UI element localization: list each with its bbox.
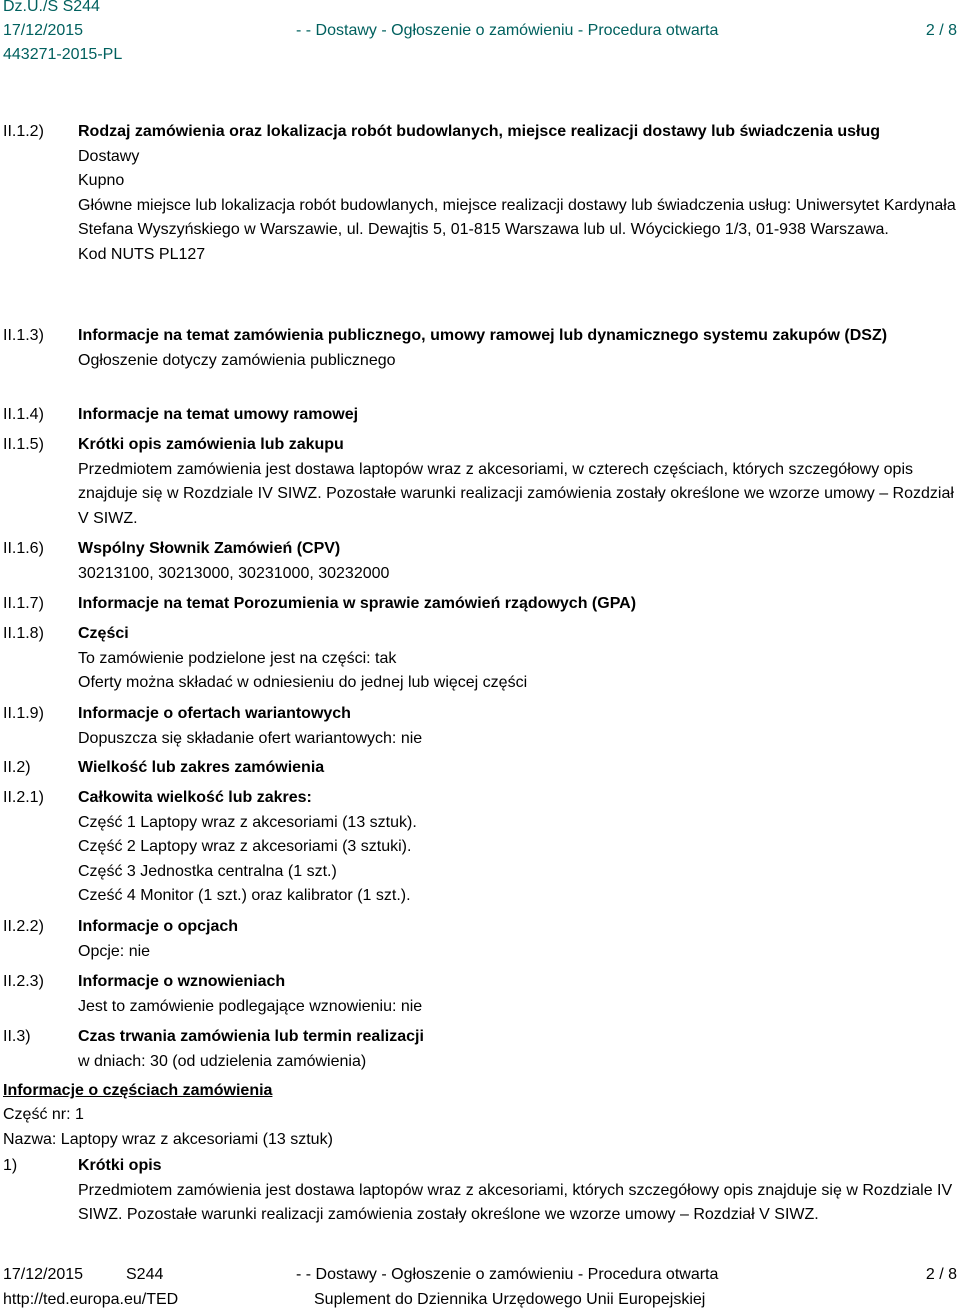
journal-id: Dz.U./S S244: [3, 0, 100, 15]
part-item-heading: Krótki opis: [78, 1157, 162, 1174]
section-line: Główne miejsce lub lokalizacja robót budowlanych, miejsce realizacji dostawy lub świadczenia usług: Uniwersytet Kardynała Stefana Wyszyńskiego w Warszawie, ul. Dewajtis 5, 01-815 Warszawa lub ul. Wóycickiego 1/3, 01-938 Warszawa.: [78, 196, 956, 239]
section-heading: Informacje o ofertach wariantowych: [78, 705, 351, 722]
section-line: Część 2 Laptopy wraz z akcesoriami (3 sztuki).: [78, 838, 412, 856]
header-ref: 443271-2015-PL: [3, 46, 123, 63]
section-duration: [78, 1025, 956, 1074]
section-heading: Informacje o opcjach: [78, 918, 239, 935]
section-line: 30213100, 30213000, 30231000, 30232000: [78, 564, 390, 582]
section-label: II.2): [3, 759, 31, 776]
section-short-description: [78, 433, 956, 531]
section-label: II.2.2): [3, 918, 44, 935]
footer-series: S244: [126, 1266, 164, 1283]
section-line: To zamówienie podzielone jest na części: tak: [78, 649, 397, 667]
section-label: II.2.3): [3, 973, 44, 990]
section-line: Jest to zamówienie podlegające wznowieniu: nie: [78, 997, 423, 1015]
section-line: w dniach: 30 (od udzielenia zamówienia): [78, 1052, 367, 1070]
section-line: Kupno: [78, 172, 125, 190]
footer-url[interactable]: http://ted.europa.eu/TED: [3, 1291, 179, 1308]
section-cpv: [78, 537, 956, 586]
section-label: II.2.1): [3, 789, 44, 806]
section-label: II.1.8): [3, 625, 44, 642]
section-type-location: [78, 120, 956, 268]
section-heading: Informacje o wznowieniach: [78, 973, 286, 990]
section-heading: Rodzaj zamówienia oraz lokalizacja robót budowlanych, miejsce realizacji dostawy lub świadczenia usług: [78, 123, 880, 140]
footer-page: 2 / 8: [925, 1266, 957, 1283]
section-gpa: [78, 592, 956, 617]
section-line: Część 3 Jednostka centralna (1 szt.): [78, 862, 337, 880]
header-title: - - Dostawy - Ogłoszenie o zamówieniu - Procedura otwarta: [296, 22, 719, 39]
section-line: Oferty można składać w odniesieniu do jednej lub więcej części: [78, 674, 528, 692]
section-line: Przedmiotem zamówienia jest dostawa laptopów wraz z akcesoriami, w czterech częściach, których szczegółowy opis znajduje się w Rozdziale IV SIWZ. Pozostałe warunki realizacji zamówienia zostały określone we wzorze umowy – Rozdział V SIWZ.: [78, 460, 954, 527]
section-label: II.1.2): [3, 123, 44, 140]
section-label: II.1.7): [3, 595, 44, 612]
section-line: Część 1 Laptopy wraz z akcesoriami (13 sztuk).: [78, 813, 417, 831]
footer-supplement: Suplement do Dziennika Urzędowego Unii Europejskiej: [314, 1291, 706, 1308]
section-heading: Informacje na temat Porozumienia w sprawie zamówień rządowych (GPA): [78, 595, 637, 612]
parts-heading: Informacje o częściach zamówienia: [3, 1082, 273, 1099]
section-heading: Wielkość lub zakres zamówienia: [78, 759, 325, 776]
footer-title: - - Dostawy - Ogłoszenie o zamówieniu - Procedura otwarta: [296, 1266, 719, 1283]
part-name: Nazwa: Laptopy wraz z akcesoriami (13 sztuk): [3, 1131, 333, 1148]
section-parts: [78, 622, 956, 696]
section-scope: [78, 756, 956, 781]
section-contract-info: [78, 324, 956, 373]
section-label: II.1.9): [3, 705, 44, 722]
section-line: Opcje: nie: [78, 942, 151, 960]
section-heading: Wspólny Słownik Zamówień (CPV): [78, 540, 341, 557]
part-item-text: Przedmiotem zamówienia jest dostawa laptopów wraz z akcesoriami, których szczegółowy opis znajduje się w Rozdziale IV SIWZ. Pozostałe warunki realizacji zamówienia zostały określone we wzorze umowy – Rozdział V SIWZ.: [78, 1181, 953, 1224]
section-heading: Czas trwania zamówienia lub termin realizacji: [78, 1028, 424, 1045]
section-line: Cześć 4 Monitor (1 szt.) oraz kalibrator (1 szt.).: [78, 887, 411, 905]
header-date: 17/12/2015: [3, 22, 84, 39]
section-heading: Krótki opis zamówienia lub zakupu: [78, 436, 344, 453]
section-line: Dostawy: [78, 147, 140, 165]
header-page: 2 / 8: [925, 22, 957, 39]
section-line: Ogłoszenie dotyczy zamówienia publicznego: [78, 351, 396, 369]
section-framework: [78, 403, 956, 428]
footer-date: 17/12/2015: [3, 1266, 84, 1283]
section-line: Dopuszcza się składanie ofert wariantowych: nie: [78, 729, 423, 747]
section-heading: Części: [78, 625, 129, 642]
section-heading: Całkowita wielkość lub zakres:: [78, 789, 312, 806]
section-line: Kod NUTS PL127: [78, 245, 206, 263]
section-label: II.1.5): [3, 436, 44, 453]
section-label: II.3): [3, 1028, 31, 1045]
section-label: II.1.6): [3, 540, 44, 557]
part-item-label: 1): [3, 1157, 18, 1174]
section-heading: Informacje na temat umowy ramowej: [78, 406, 359, 423]
section-heading: Informacje na temat zamówienia publicznego, umowy ramowej lub dynamicznego systemu zakupów (DSZ): [78, 327, 888, 344]
section-label: II.1.4): [3, 406, 44, 423]
section-variants: [78, 702, 956, 751]
section-label: II.1.3): [3, 327, 44, 344]
section-options: [78, 915, 956, 964]
section-total-quantity: [78, 786, 956, 909]
part-description: [78, 1154, 958, 1228]
section-renewals: [78, 970, 956, 1019]
part-number: Część nr: 1: [3, 1106, 84, 1123]
